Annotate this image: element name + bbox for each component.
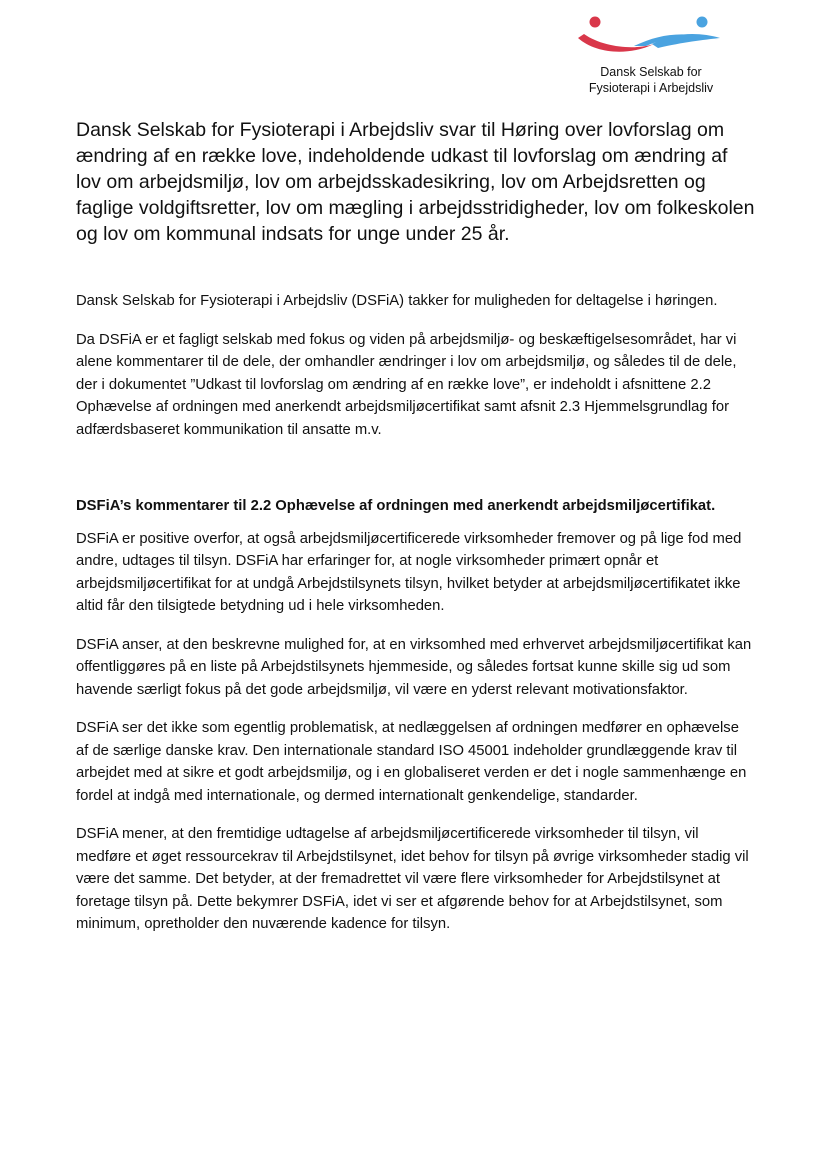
section-heading: DSFiA’s kommentarer til 2.2 Ophævelse af ordningen med anerkendt arbejdsmiljøcertifikat.: [76, 498, 716, 514]
logo-line-2: Fysioterapi i Arbejdsliv: [588, 81, 714, 95]
section-paragraph-2: DSFiA anser, at den beskrevne mulighed for, at en virksomhed med erhvervet arbejdsmiljøcertifikat kan offentliggøres på en liste på Arbejdstilsynets hjemmeside, og således fortsat kunne skille sig ud som havende særligt fokus på det gode arbejdsmiljø, vil være en yderst relevant motivationsfaktor.: [76, 636, 752, 698]
section-paragraph-3: DSFiA ser det ikke som egentlig problematisk, at nedlæggelsen af ordningen medfører en ophævelse af de særlige danske krav. Den internationale standard ISO 45001 indeholder grundlæggende krav til arbejdet med at sikre et godt arbejdsmiljø, og i en globaliseret verden er det i nogle sammenhænge en fordel at indgå med internationale, og dermed internationalt genkendelige, standarder.: [76, 720, 747, 804]
section-paragraph-4: DSFiA mener, at den fremtidige udtagelse af arbejdsmiljøcertificerede virksomheder til tilsyn, vil medføre et øget ressourcekrav til Arbejdstilsynet, idet behov for tilsyn på øvrige virksomheder stadig vil være det samme. Det betyder, at der fremadrettet vil være flere virksomheder for Arbejdstilsynet at foretage tilsyn på. Dette bekymrer DSFiA, idet vi ser et afgørende behov for at Arbejdstilsynet, som minimum, opretholder den nuværende kadence for tilsyn.: [76, 826, 749, 932]
logo-text: [574, 64, 728, 96]
intro-paragraph-1: Dansk Selskab for Fysioterapi i Arbejdsliv (DSFiA) takker for muligheden for deltagelse i høringen.: [76, 293, 718, 309]
intro-paragraph-2: Da DSFiA er et fagligt selskab med fokus og viden på arbejdsmiljø- og beskæftigelsesområdet, har vi alene kommentarer til de dele, der omhandler ændringer i lov om arbejdsmiljø, og således til de dele, der i dokumentet ”Udkast til lovforslag om ændring af en række love”, er indeholdt i afsnittene 2.2 Ophævelse af ordningen med anerkendt arbejdsmiljøcertifikat samt afsnit 2.3 Hjemmelsgrundlag for adfærdsbaseret kommunikation til ansatte m.v.: [76, 331, 737, 438]
organization-logo: [574, 10, 734, 100]
document-body: [76, 290, 752, 952]
logo-mark-icon: [574, 10, 734, 66]
logo-line-1: Dansk Selskab for: [600, 65, 702, 79]
section-paragraph-1: DSFiA er positive overfor, at også arbejdsmiljøcertificerede virksomheder fremover og på lige fod med andre, udtages til tilsyn. DSFiA har erfaringer for, at nogle virksomheder primært opnår et arbejdsmiljøcertifikat for at undgå Arbejdstilsynets tilsyn, hvilket betyder at arbejdsmiljøcertifikatet ikke altid får den tilsigtede betydning ud i hele virksomheden.: [76, 530, 742, 614]
document-title: Dansk Selskab for Fysioterapi i Arbejdsliv svar til Høring over lovforslag om ændring af en række love, indeholdende udkast til lovforslag om ændring af lov om arbejdsmiljø, lov om arbejdsskadesikring, lov om Arbejdsretten og faglige voldgiftsretter, lov om mægling i arbejdsstridigheder, lov om folkeskolen og lov om kommunal indsats for unge under 25 år.: [76, 119, 755, 245]
